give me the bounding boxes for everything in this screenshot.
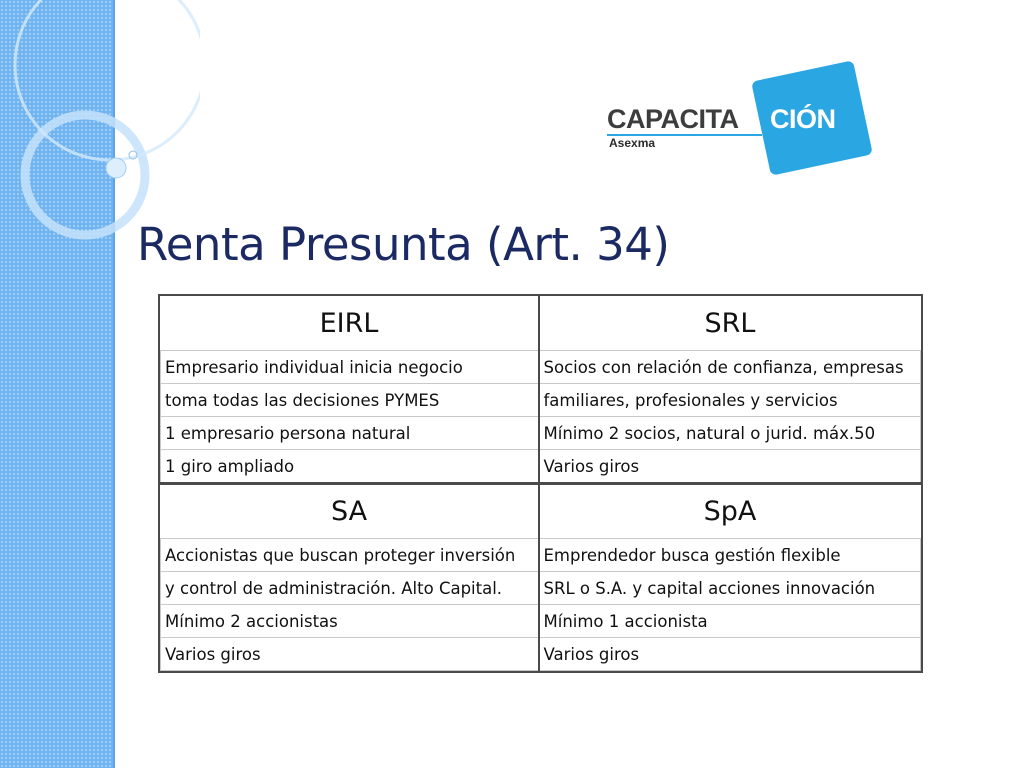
table-cell: Varios giros — [161, 638, 539, 671]
table-cell: Mínimo 2 socios, natural o jurid. máx.50 — [539, 417, 921, 450]
table-row — [161, 539, 921, 572]
table-row — [161, 572, 921, 605]
table-cell: 1 giro ampliado — [161, 450, 539, 483]
table-row — [161, 450, 921, 483]
table-row — [161, 638, 921, 671]
table-row — [161, 351, 921, 384]
comparison-table-sa-spa — [160, 484, 921, 671]
table-cell: Empresario individual inicia negocio — [161, 351, 539, 384]
table-header-sa: SA — [161, 484, 539, 539]
logo-text-light: CIÓN — [770, 104, 836, 134]
table-row — [161, 605, 921, 638]
table-header-spa: SpA — [539, 484, 921, 539]
table-cell: 1 empresario persona natural — [161, 417, 539, 450]
logo-subtitle: Asexma — [609, 136, 656, 150]
table-cell: familiares, profesionales y servicios — [539, 384, 921, 417]
table-cell: Accionistas que buscan proteger inversión — [161, 539, 539, 572]
table-cell: Mínimo 1 accionista — [539, 605, 921, 638]
table-row — [161, 417, 921, 450]
table-cell: y control de administración. Alto Capital. — [161, 572, 539, 605]
table-cell: SRL o S.A. y capital acciones innovación — [539, 572, 921, 605]
comparison-table-eirl-srl — [160, 296, 921, 483]
logo-text-dark: CAPACITA — [607, 104, 739, 134]
table-cell: Mínimo 2 accionistas — [161, 605, 539, 638]
table-row — [161, 384, 921, 417]
table-cell: Emprendedor busca gestión flexible — [539, 539, 921, 572]
table-cell: Varios giros — [539, 638, 921, 671]
table-cell: toma todas las decisiones PYMES — [161, 384, 539, 417]
table-cell: Varios giros — [539, 450, 921, 483]
table-cell: Socios con relación de confianza, empresas — [539, 351, 921, 384]
table-header-srl: SRL — [539, 296, 921, 351]
table-header-eirl: EIRL — [161, 296, 539, 351]
slide-title: Renta Presunta (Art. 34) — [137, 218, 670, 271]
